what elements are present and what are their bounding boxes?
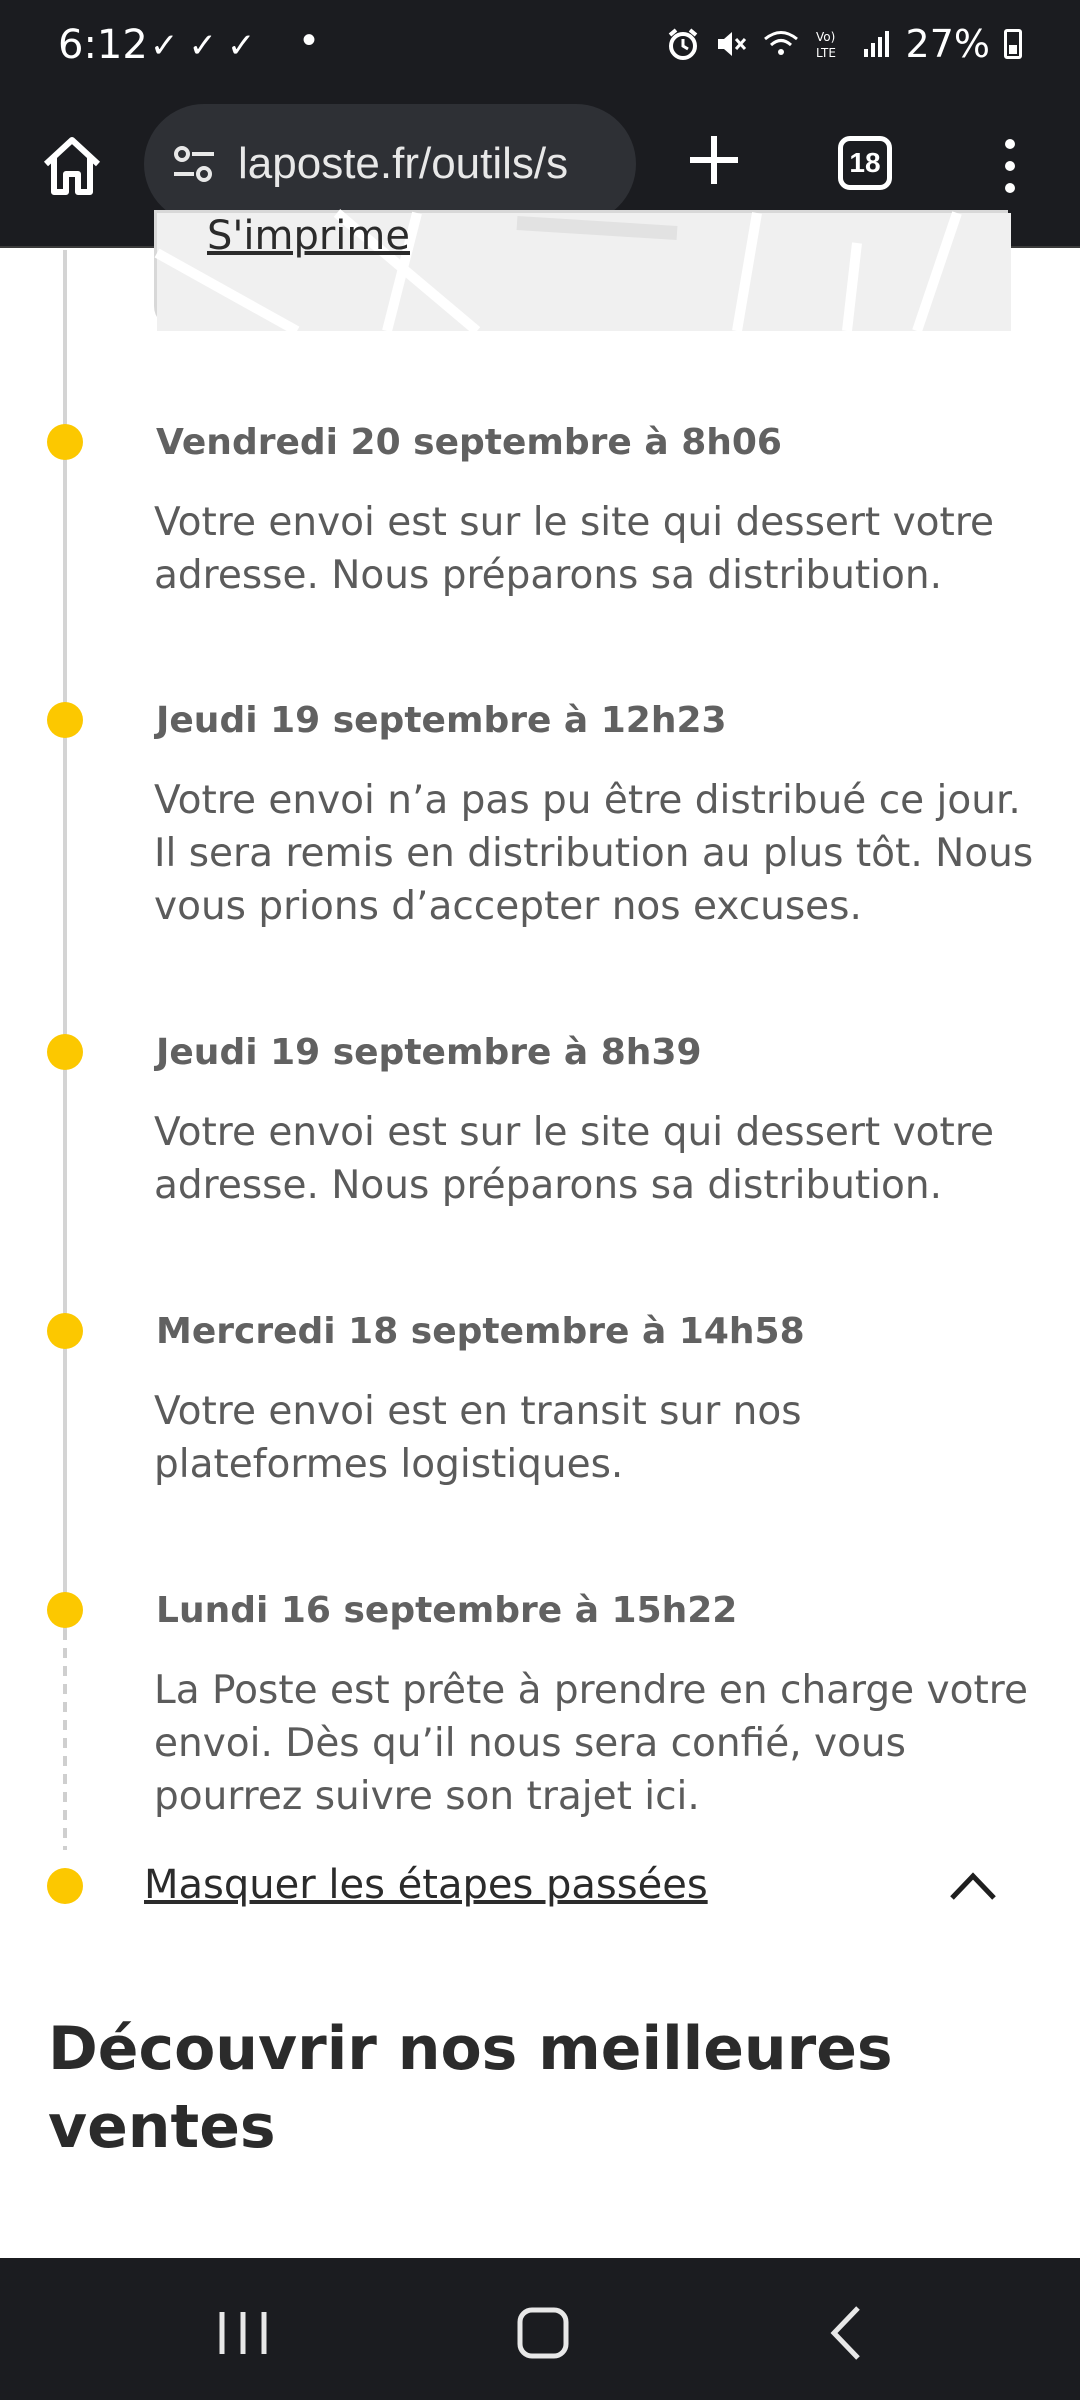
alarm-icon	[666, 27, 700, 61]
svg-text:Vo): Vo)	[815, 30, 835, 44]
step-date: Lundi 16 septembre à 15h22	[156, 1590, 738, 1631]
step-description: Votre envoi est sur le site qui dessert votre adresse. Nous préparons sa distribution.	[154, 500, 995, 598]
step-description: Votre envoi est en transit sur nos plateformes logistiques.	[154, 1389, 802, 1487]
page-content	[0, 213, 1080, 2258]
volte-icon	[814, 27, 848, 61]
step-description: Votre envoi est sur le site qui dessert votre adresse. Nous préparons sa distribution.	[154, 1110, 995, 1208]
map-card[interactable]	[154, 210, 1008, 328]
battery-icon	[1004, 29, 1022, 59]
section-title: Découvrir nos meilleures ventes	[48, 2014, 893, 2162]
step-date: Mercredi 18 septembre à 14h58	[156, 1311, 805, 1352]
more-menu-icon[interactable]	[990, 136, 1030, 196]
back-button[interactable]	[812, 2298, 882, 2368]
tab-switcher-button[interactable]: 18	[838, 136, 892, 190]
hide-past-steps-link[interactable]: Masquer les étapes passées	[144, 1862, 708, 1908]
mute-icon	[714, 27, 748, 61]
svg-text:LTE: LTE	[815, 46, 836, 60]
timeline-dashed-line	[63, 1630, 67, 1850]
url-text[interactable]: laposte.fr/outils/s	[238, 139, 569, 188]
chevron-up-icon[interactable]	[948, 1868, 998, 1904]
wifi-icon	[762, 27, 800, 61]
home-button[interactable]	[36, 130, 108, 202]
signal-icon	[862, 29, 892, 59]
new-tab-button[interactable]	[682, 128, 746, 192]
battery-percent: 27%	[905, 22, 990, 66]
timeline-dot	[47, 1868, 83, 1904]
timeline-dot	[47, 702, 83, 738]
notification-check-icons: ✓✓✓	[150, 27, 266, 65]
status-right-group	[666, 22, 1022, 66]
recent-apps-button[interactable]	[208, 2298, 278, 2368]
home-nav-button[interactable]	[508, 2298, 578, 2368]
step-description: La Poste est prête à prendre en charge votre envoi. Dès qu’il nous sera confié, vous pourrez suivre son trajet ici.	[154, 1668, 1028, 1819]
step-description: Votre envoi n’a pas pu être distribué ce jour. Il sera remis en distribution au plus tôt. Nous vous prions d’accepter nos excuses.	[154, 778, 1034, 929]
status-time: 6:12	[58, 22, 148, 68]
site-settings-icon[interactable]	[170, 140, 218, 188]
timeline-dot	[47, 424, 83, 460]
timeline-dot	[47, 1313, 83, 1349]
hide-past-steps-row[interactable]	[0, 1848, 1080, 1928]
step-date: Jeudi 19 septembre à 8h39	[156, 1032, 702, 1073]
step-date: Jeudi 19 septembre à 12h23	[156, 700, 727, 741]
system-nav-bar	[0, 2258, 1080, 2400]
status-bar	[0, 0, 1080, 100]
step-date: Vendredi 20 septembre à 8h06	[156, 422, 782, 463]
timeline-dot	[47, 1592, 83, 1628]
notification-dot: •	[302, 18, 317, 62]
url-bar[interactable]	[144, 104, 636, 224]
map-link[interactable]: S'imprime	[207, 213, 410, 259]
timeline-dot	[47, 1034, 83, 1070]
